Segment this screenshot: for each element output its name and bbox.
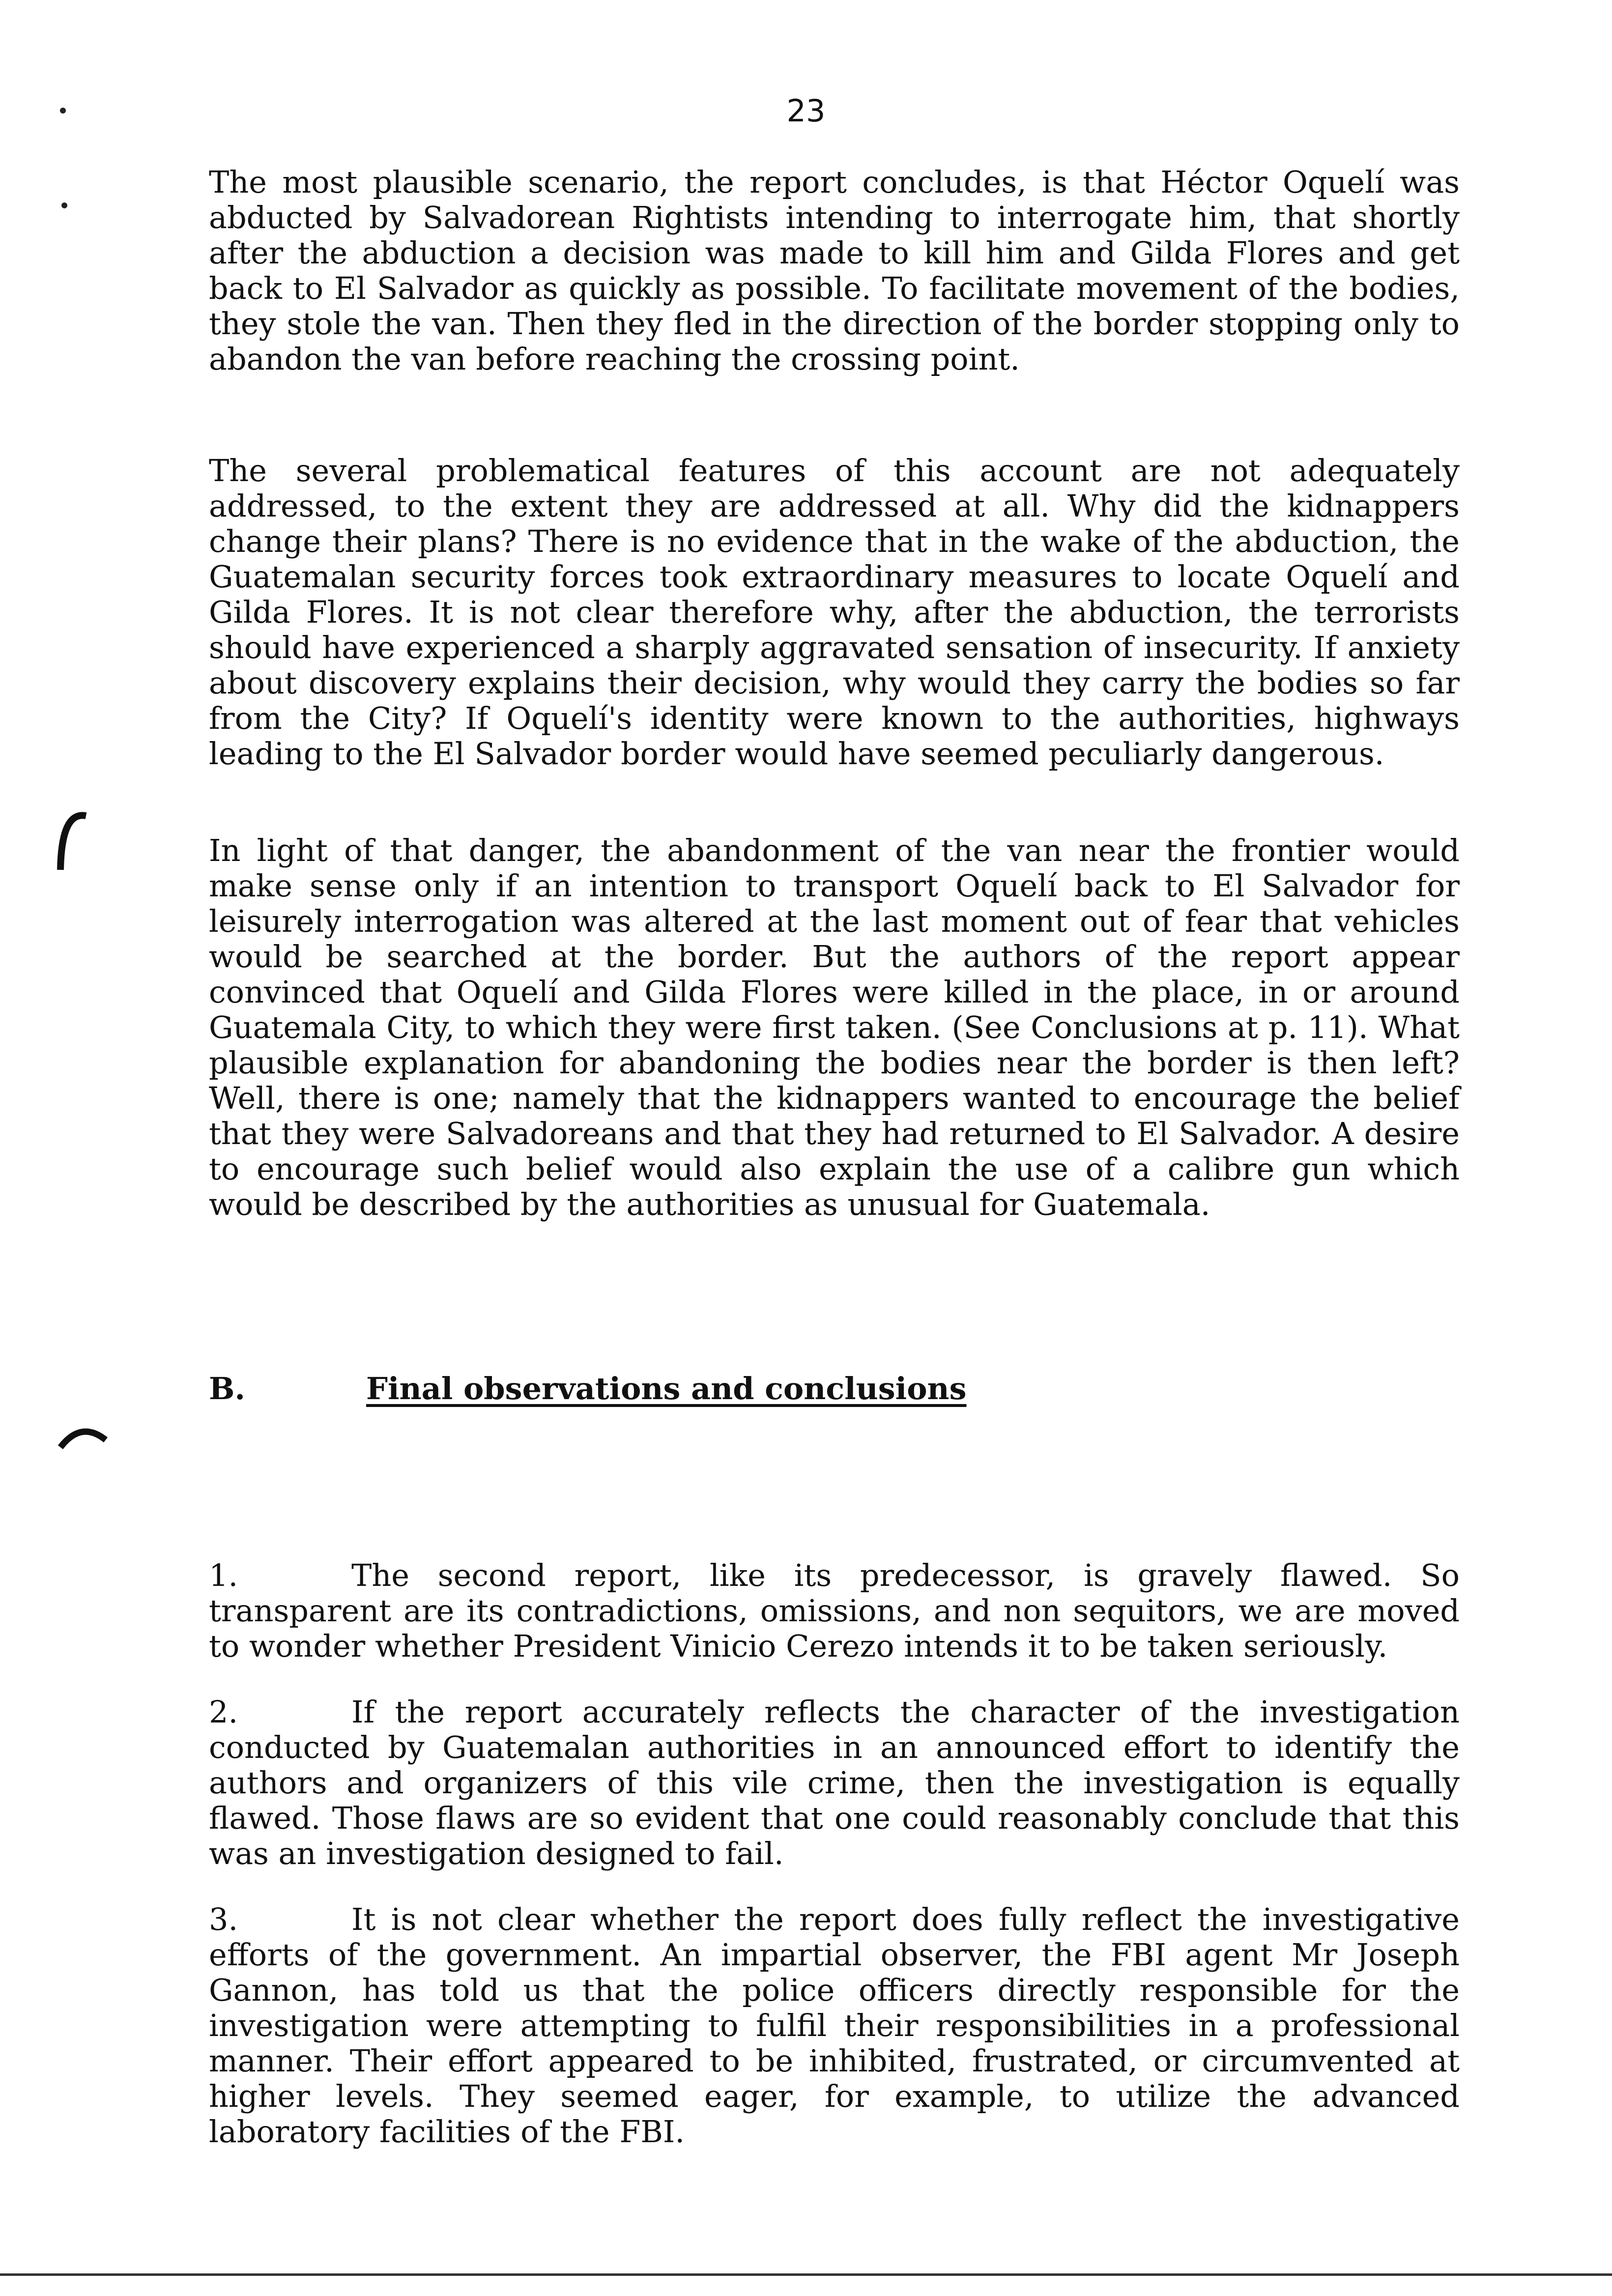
numbered-item [209, 1558, 1460, 1664]
page-number: 23 [786, 93, 826, 129]
item-text: The second report, like its predecessor, is gravely flawed. So transparent are its contradictions, omissions, and non sequitors, we are moved to wonder whether President Vinicio Cerezo intends it to be taken seriously. [209, 1557, 1460, 1664]
item-number: 1. [209, 1557, 238, 1593]
item-text: It is not clear whether the report does fully reflect the investigative efforts of the government. An impartial observer, the FBI agent Mr Joseph Gannon, has told us that the police officers directly responsible for the investigation were attempting to fulfil their responsibilities in a professional manner. Their effort appeared to be inhibited, frustrated, or circumvented at higher levels. They seemed eager, for example, to utilize the advanced laboratory facilities of the FBI. [209, 1901, 1460, 2150]
paragraph: In light of that danger, the abandonment of the van near the frontier would make sense only if an intention to transport Oquelí back to El Salvador for leisurely interrogation was altered at the last moment out of fear that vehicles would be searched at the border. But the authors of the report appear convinced that Oquelí and Gilda Flores were killed in the place, in or around Guatemala City, to which they were first taken. (See Conclusions at p. 11). What plausible explanation for abandoning the bodies near the border is then left? Well, there is one; namely that the kidnappers wanted to encourage the belief that they were Salvadoreans and that they had returned to El Salvador. A desire to encourage such belief would also explain the use of a calibre gun which would be described by the authorities as unusual for Guatemala. [209, 832, 1460, 1222]
section-heading [209, 1371, 967, 1406]
paragraph: The several problematical features of this account are not adequately addressed, to the extent they are addressed at all. Why did the kidnappers change their plans? There is no evidence that in the wake of the abduction, the Guatemalan security forces took extraordinary measures to locate Oquelí and Gilda Flores. It is not clear therefore why, after the abduction, the terrorists should have experienced a sharply aggravated sensation of insecurity. If anxiety about discovery explains their decision, why would they carry the bodies so far from the City? If Oquelí's identity were known to the authorities, highways leading to the El Salvador border would have seemed peculiarly dangerous. [209, 453, 1460, 772]
scan-mark-icon [52, 806, 91, 875]
item-number: 2. [209, 1694, 238, 1730]
numbered-item [209, 1694, 1460, 1871]
bottom-rule [0, 2273, 1612, 2276]
item-number: 3. [209, 1901, 238, 1937]
section-title: Final observations and conclusions [366, 1371, 967, 1406]
item-text: If the report accurately reflects the character of the investigation conducted by Guatemalan authorities in an announced effort to identify the authors and organizers of this vile crime, then the investigation is equally flawed. Those flaws are so evident that one could reasonably conclude that this was an investigation designed to fail. [209, 1694, 1460, 1871]
section-label: B. [209, 1371, 245, 1406]
paragraph: The most plausible scenario, the report concludes, is that Héctor Oquelí was abducted by Salvadorean Rightists intending to interrogate him, that shortly after the abduction a decision was made to kill him and Gilda Flores and get back to El Salvador as quickly as possible. To facilitate movement of the bodies, they stole the van. Then they fled in the direction of the border stopping only to abandon the van before reaching the crossing point. [209, 164, 1460, 377]
numbered-item [209, 1902, 1460, 2150]
scan-mark-icon [57, 1420, 111, 1455]
